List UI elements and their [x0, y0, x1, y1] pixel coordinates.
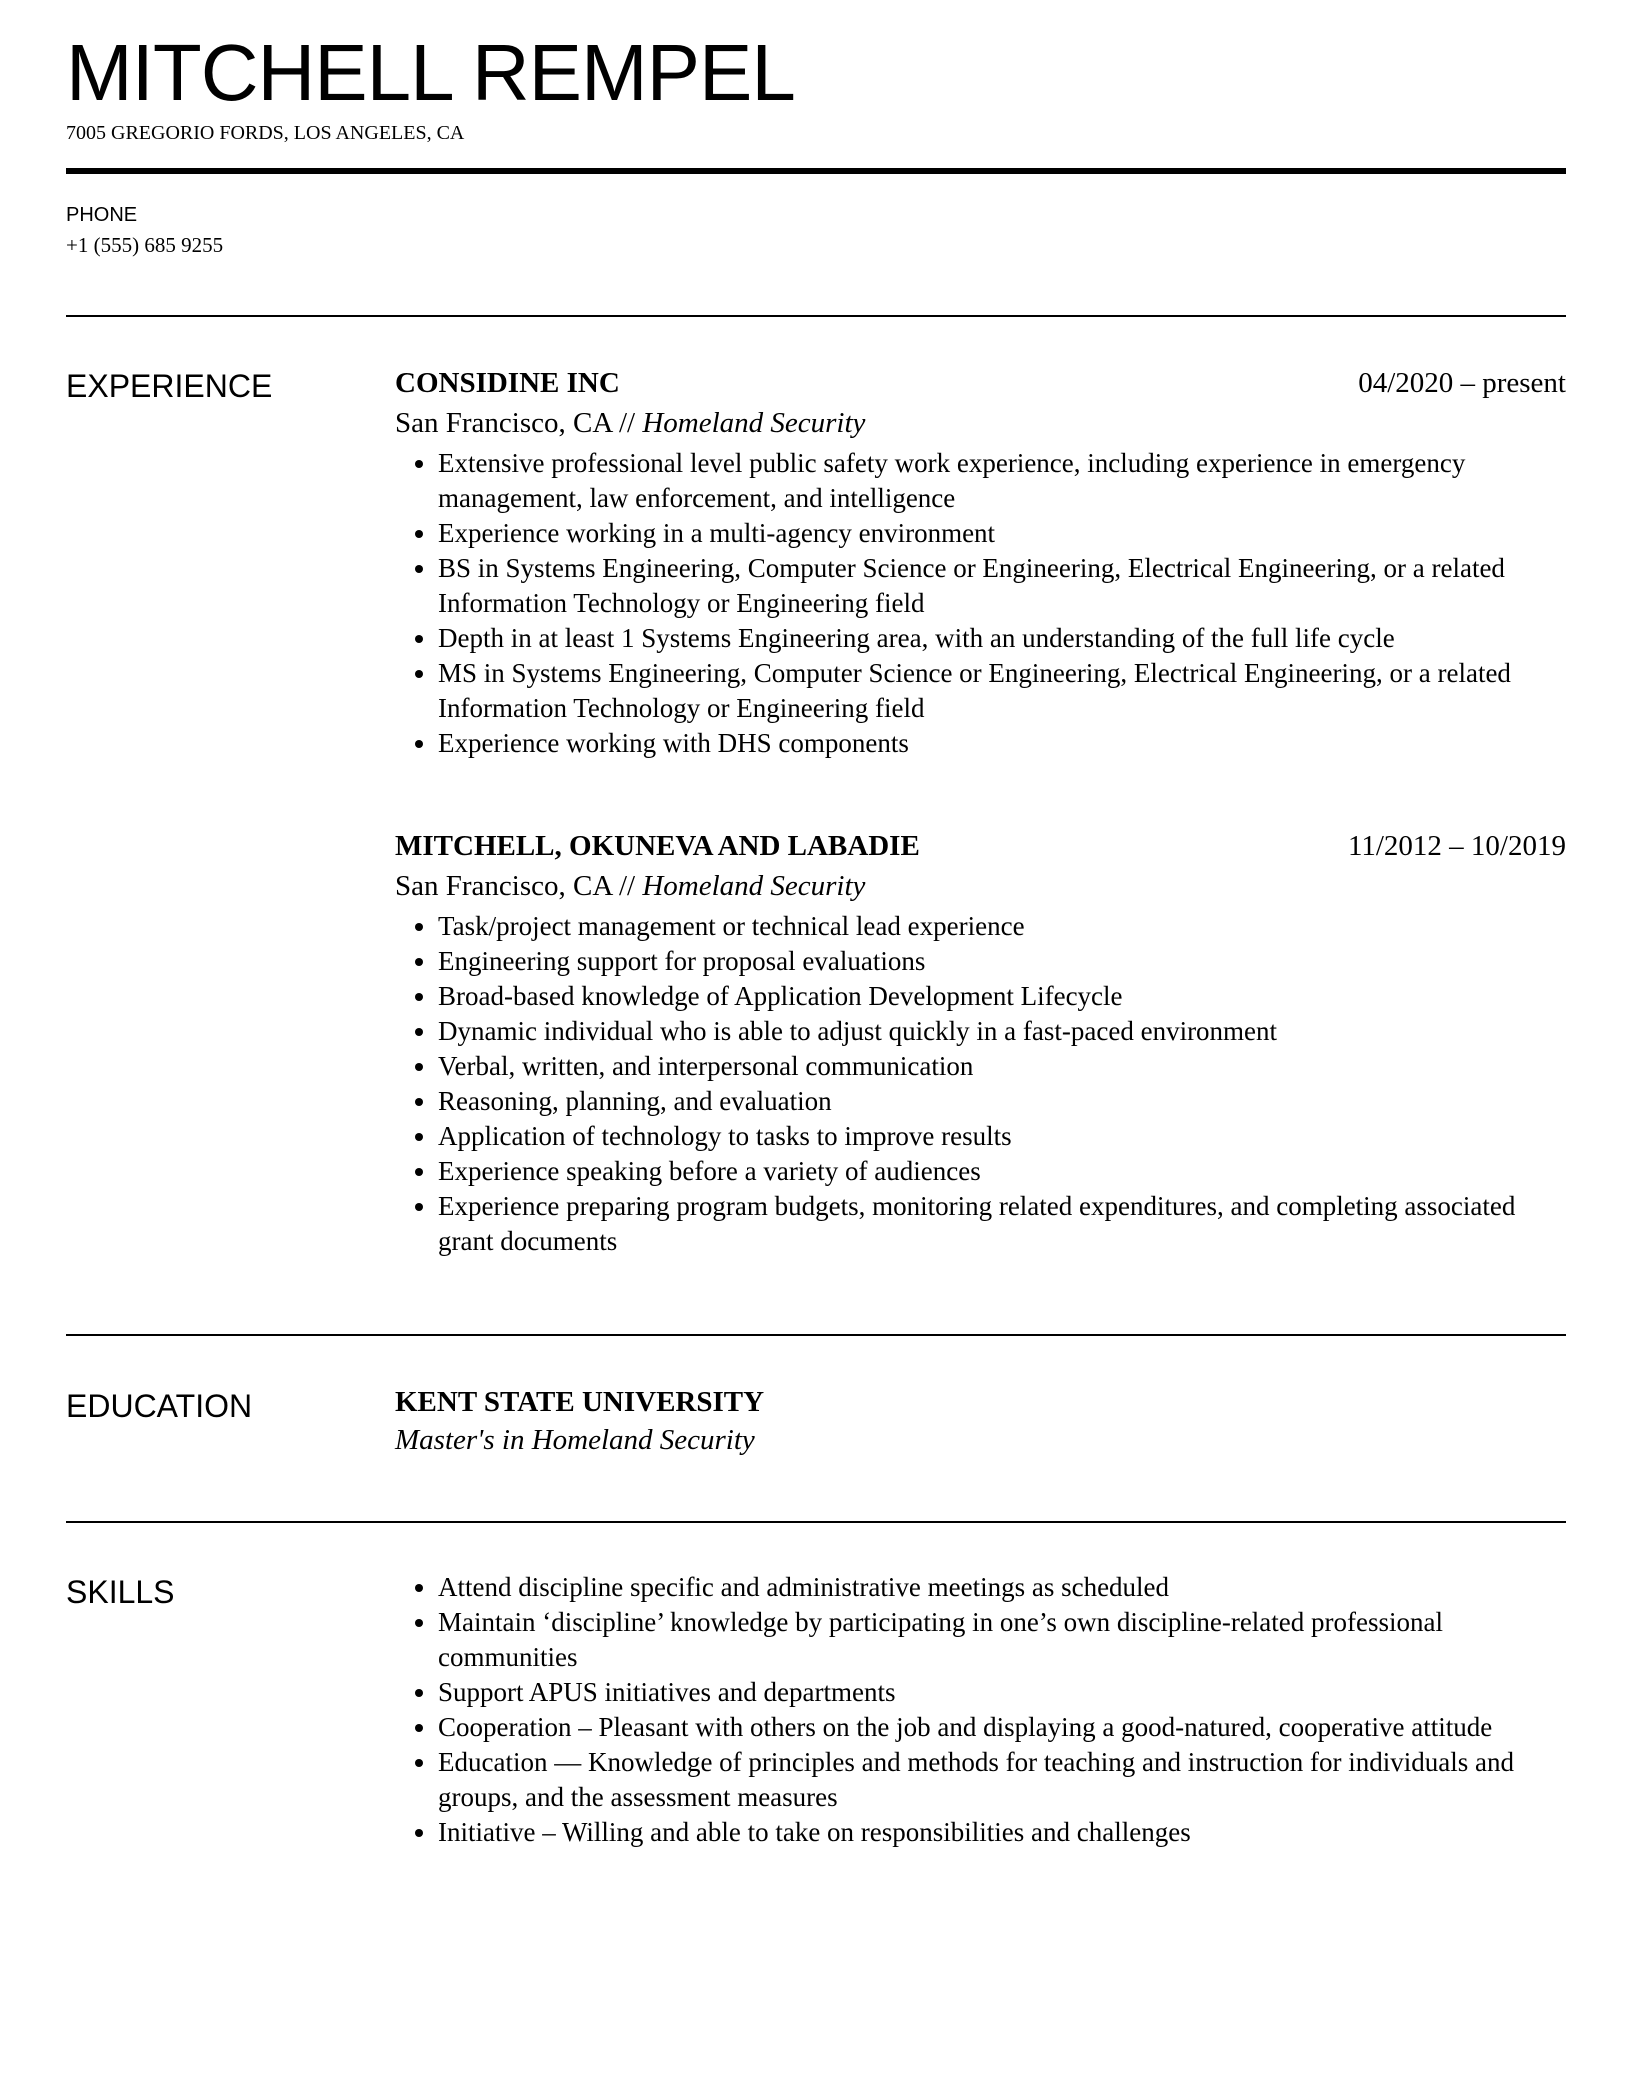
header-divider	[66, 168, 1566, 174]
job-bullet: • Dynamic individual who is able to adjust quickly in a fast-paced environment	[438, 1014, 1566, 1049]
job-dates: 11/2012 – 10/2019	[1347, 830, 1566, 862]
job-bullets	[395, 909, 1566, 1259]
job-bullet: • Broad-based knowledge of Application Development Lifecycle	[438, 979, 1566, 1014]
section-divider	[66, 1334, 1566, 1336]
job-bullet: • Reasoning, planning, and evaluation	[438, 1084, 1566, 1119]
company-name: MITCHELL, OKUNEVA AND LABADIE	[395, 830, 920, 862]
skill-item: • Attend discipline specific and administrative meetings as scheduled	[438, 1570, 1566, 1605]
job-header	[395, 364, 1566, 404]
job-location-line	[395, 404, 1566, 442]
job-bullet: • Task/project management or technical lead experience	[438, 909, 1566, 944]
job-location: San Francisco, CA	[395, 870, 612, 902]
job-separator: //	[611, 407, 643, 439]
job-bullet: • Depth in at least 1 Systems Engineering area, with an understanding of the full life cycle	[438, 621, 1566, 656]
job-bullet: • MS in Systems Engineering, Computer Science or Engineering, Electrical Engineering, or a related Information Technology or Engineering field	[438, 656, 1566, 726]
skill-item: • Education — Knowledge of principles and methods for teaching and instruction for individuals and groups, and the assessment measures	[438, 1745, 1566, 1815]
candidate-name: MITCHELL REMPEL	[66, 28, 795, 117]
phone-label: PHONE	[66, 204, 138, 226]
education-heading: EDUCATION	[66, 1388, 253, 1424]
section-divider	[66, 1521, 1566, 1523]
job-dates: 04/2020 – present	[1358, 367, 1566, 399]
job-bullet: • Experience working with DHS components	[438, 726, 1566, 761]
job-bullet: • Experience preparing program budgets, monitoring related expenditures, and completing associated grant documents	[438, 1189, 1566, 1259]
phone-number: +1 (555) 685 9255	[66, 233, 224, 257]
skill-item: • Support APUS initiatives and departments	[438, 1675, 1566, 1710]
job-separator: //	[611, 870, 643, 902]
job-location-line	[395, 867, 1566, 905]
job-bullet: • Extensive professional level public safety work experience, including experience in emergency management, law enforcement, and intelligence	[438, 446, 1566, 516]
skills-entry	[395, 1570, 1566, 1850]
job-entry	[395, 364, 1566, 761]
job-location: San Francisco, CA	[395, 407, 612, 439]
section-divider	[66, 315, 1566, 317]
job-bullet: • Application of technology to tasks to improve results	[438, 1119, 1566, 1154]
job-bullet: • Experience speaking before a variety of audiences	[438, 1154, 1566, 1189]
skill-item: • Cooperation – Pleasant with others on the job and displaying a good-natured, cooperative attitude	[438, 1710, 1566, 1745]
company-name: CONSIDINE INC	[395, 367, 620, 399]
job-bullet: • Experience working in a multi-agency environment	[438, 516, 1566, 551]
skill-item: • Maintain ‘discipline’ knowledge by participating in one’s own discipline-related professional communities	[438, 1605, 1566, 1675]
degree: Master's in Homeland Security	[395, 1424, 755, 1456]
job-entry	[395, 827, 1566, 1259]
job-role: Homeland Security	[642, 870, 866, 902]
candidate-address: 7005 GREGORIO FORDS, LOS ANGELES, CA	[66, 122, 465, 144]
skills-list	[395, 1570, 1566, 1850]
education-entry	[395, 1383, 1566, 1459]
skills-heading: SKILLS	[66, 1574, 175, 1610]
job-header	[395, 827, 1566, 867]
experience-heading: EXPERIENCE	[66, 368, 273, 404]
job-bullet: • BS in Systems Engineering, Computer Science or Engineering, Electrical Engineering, or a related Information Technology or Engineering field	[438, 551, 1566, 621]
job-role: Homeland Security	[642, 407, 866, 439]
school-name: KENT STATE UNIVERSITY	[395, 1386, 765, 1418]
skill-item: • Initiative – Willing and able to take on responsibilities and challenges	[438, 1815, 1566, 1850]
job-bullets	[395, 446, 1566, 761]
job-bullet: • Verbal, written, and interpersonal communication	[438, 1049, 1566, 1084]
job-bullet: • Engineering support for proposal evaluations	[438, 944, 1566, 979]
